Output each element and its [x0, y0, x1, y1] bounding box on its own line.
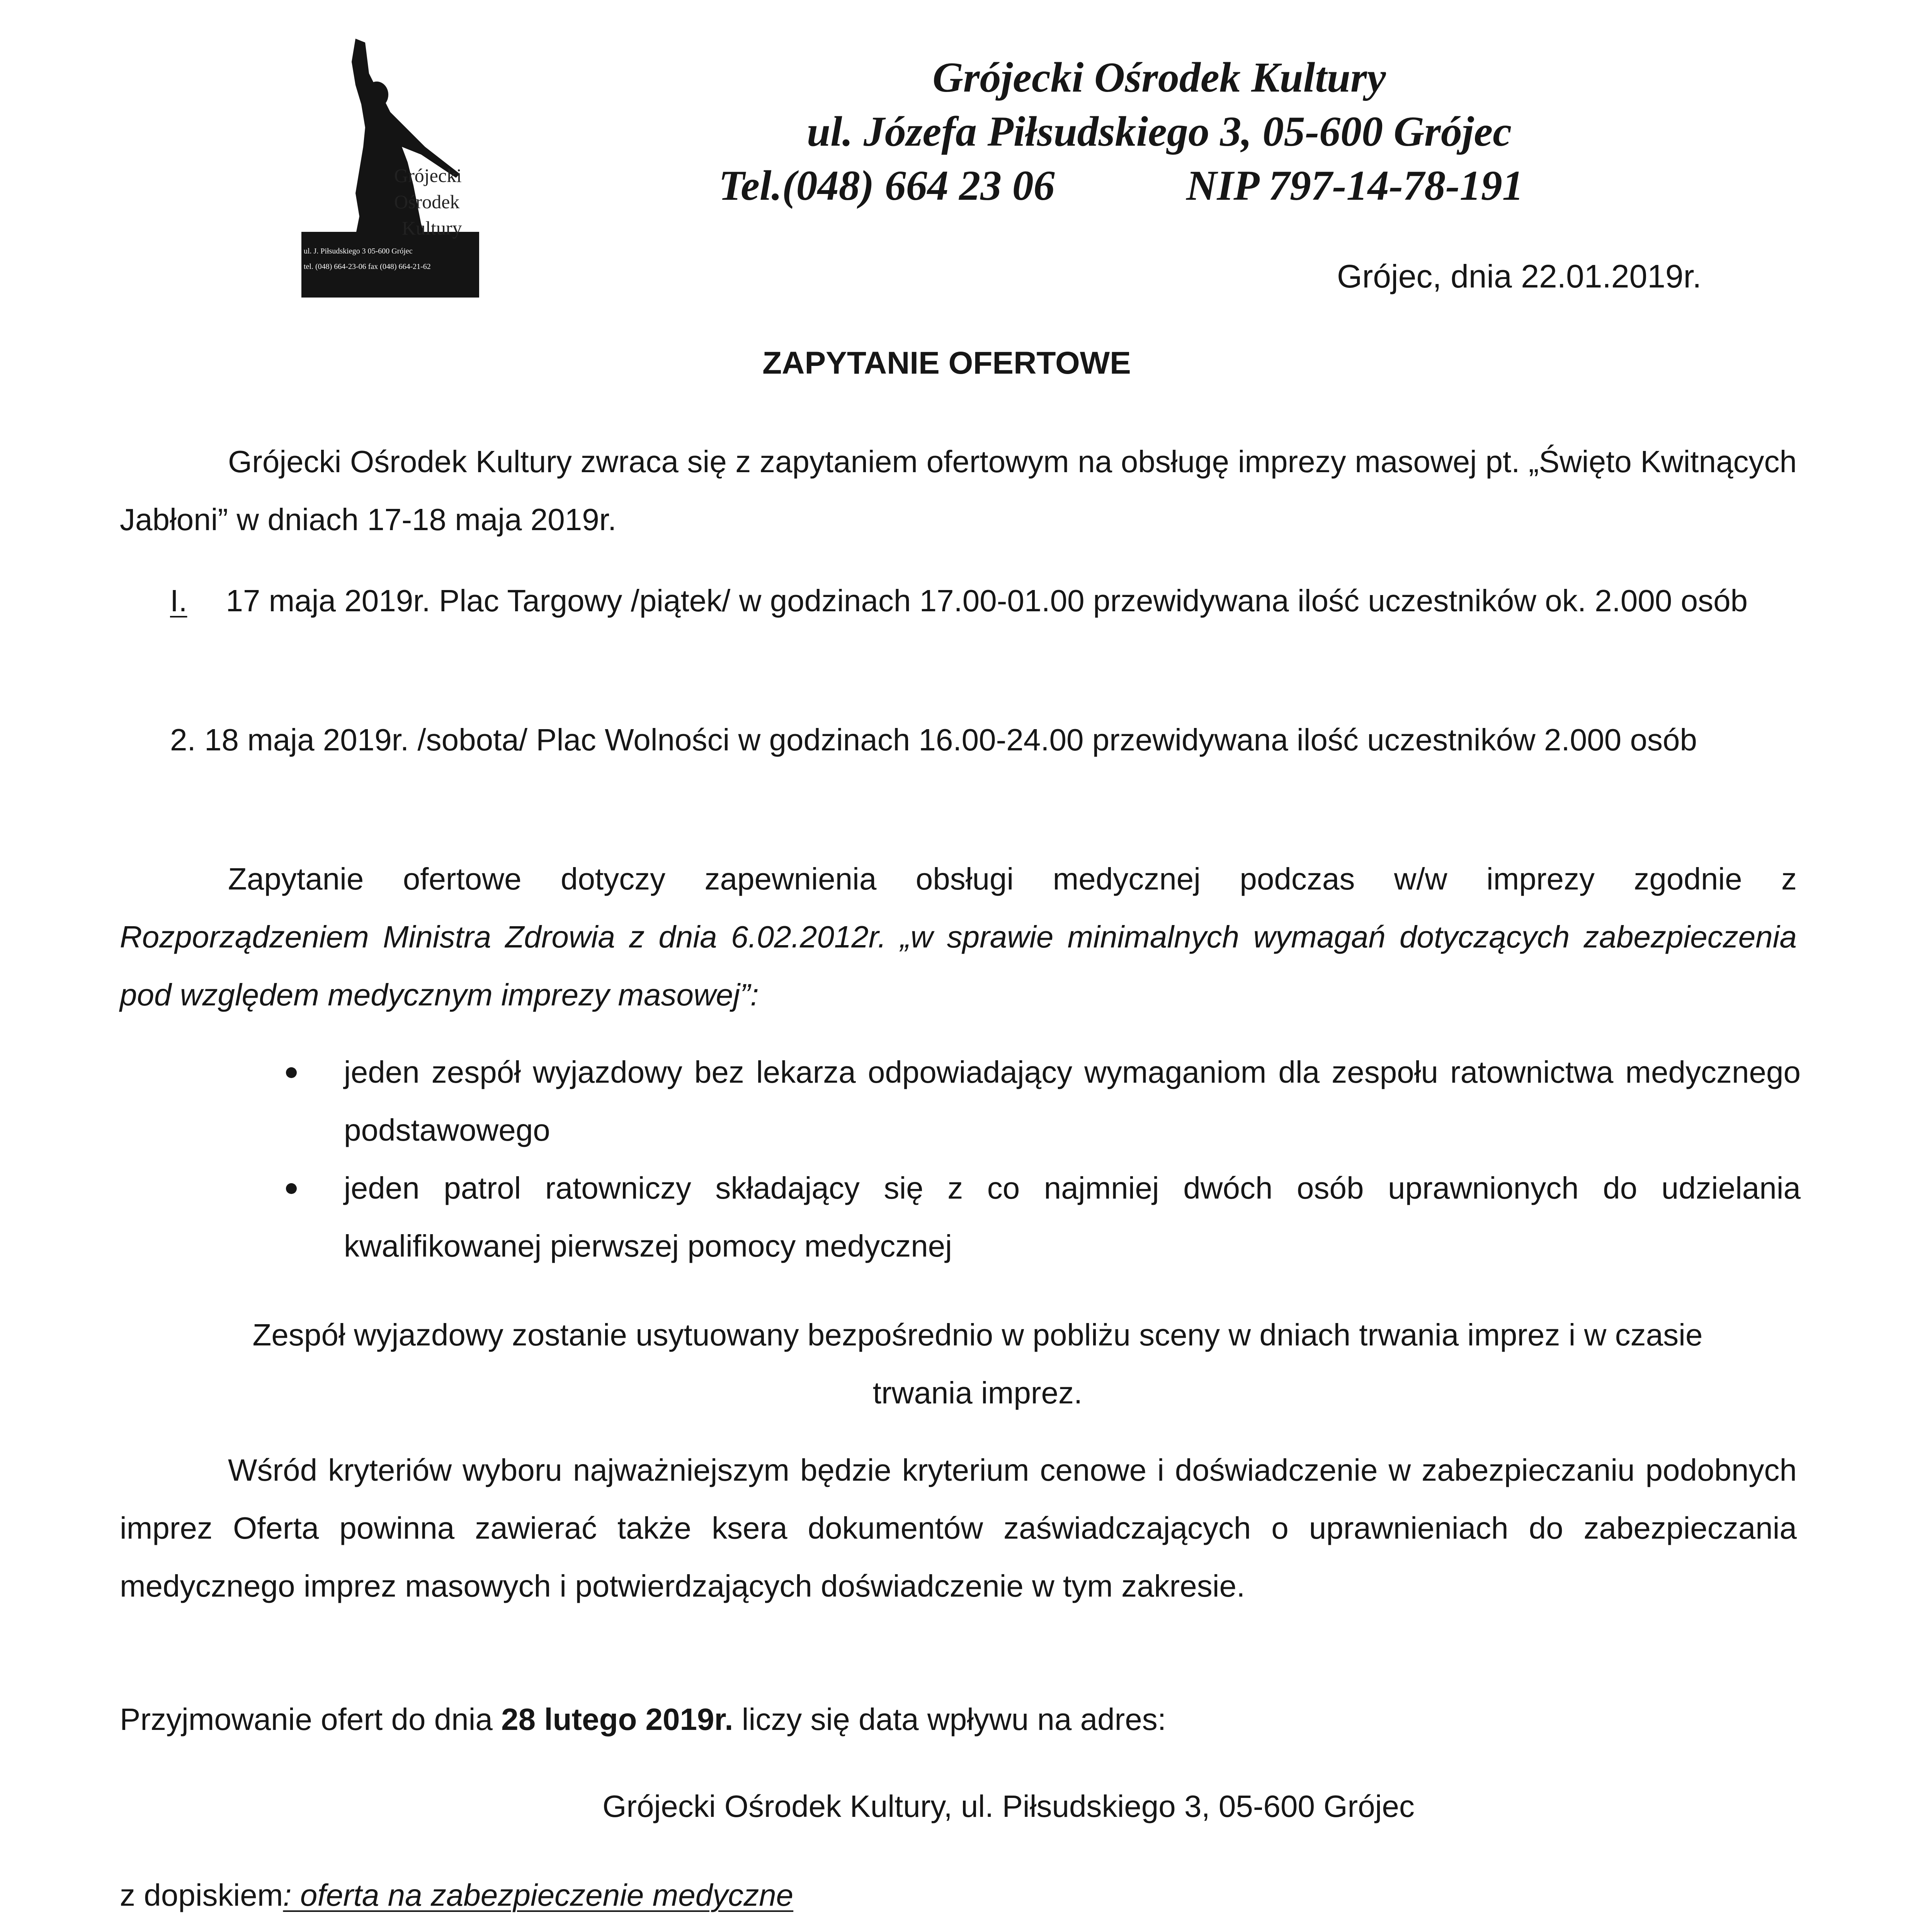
- bullet-item: [286, 1043, 1801, 1159]
- bullet-text: jeden zespół wyjazdowy bez lekarza odpowiadający wymaganiom dla zespołu ratownictwa medycznego podstawowego: [344, 1055, 1801, 1147]
- item-1-number: I.: [170, 583, 187, 618]
- note-text: : oferta na zabezpieczenie medyczne: [283, 1878, 794, 1912]
- item-2-text: 2. 18 maja 2019r. /sobota/ Plac Wolności w godzinach 16.00-24.00 przewidywana ilość uczestników 2.000 osób: [170, 723, 1697, 757]
- scope-lead: Zapytanie ofertowe dotyczy zapewnienia obsługi medycznej podczas w/w imprezy zgodnie z: [228, 862, 1797, 896]
- header-address: ul. Józefa Piłsudskiego 3, 05-600 Grójec: [806, 108, 1512, 155]
- document-title: ZAPYTANIE OFERTOWE: [762, 345, 1131, 381]
- document-date: Grójec, dnia 22.01.2019r.: [1337, 258, 1702, 294]
- deadline-post: liczy się data wpływu na adres:: [733, 1702, 1166, 1736]
- header-tel: Tel.(048) 664 23 06: [719, 162, 1055, 209]
- bullet-item: [286, 1159, 1801, 1275]
- requirements-list: [286, 1043, 1801, 1275]
- logo-line-2: Ośrodek: [394, 191, 460, 213]
- scope-regulation: Rozporządzeniem Ministra Zdrowia z dnia 6.02.2012r. „w sprawie minimalnych wymagań dotyczących zabezpieczenia pod względem medycznym imprezy masowej”:: [120, 920, 1797, 1012]
- intro-text: Grójecki Ośrodek Kultury zwraca się z zapytaniem ofertowym na obsługę imprezy masowej pt. „Święto Kwitnących Jabłoni” w dniach 17-18 maja 2019r.: [120, 444, 1797, 537]
- logo-tel-line: tel. (048) 664-23-06 fax (048) 664-21-62: [304, 262, 431, 271]
- item-1: [120, 572, 1797, 630]
- submission-address: Grójecki Ośrodek Kultury, ul. Piłsudskiego 3, 05-600 Grójec: [602, 1789, 1415, 1823]
- team-paragraph: Zespół wyjazdowy zostanie usytuowany bezpośrednio w pobliżu sceny w dniach trwania imprez i w czasie trwania imprez.: [252, 1318, 1703, 1410]
- header-nip: NIP 797-14-78-191: [1186, 162, 1524, 209]
- bullet-text: jeden patrol ratowniczy składający się z co najmniej dwóch osób uprawnionych do udzielania kwalifikowanej pierwszej pomocy medycznej: [344, 1171, 1801, 1263]
- intro-paragraph: [120, 433, 1797, 549]
- deadline-date: 28 lutego 2019r.: [501, 1702, 733, 1736]
- logo-address-line: ul. J. Piłsudskiego 3 05-600 Grójec: [304, 247, 413, 255]
- logo: [298, 31, 483, 301]
- scope-paragraph: [120, 850, 1797, 1024]
- criteria-paragraph: [120, 1441, 1797, 1615]
- logo-address: [304, 243, 478, 274]
- note-pre: z dopiskiem: [120, 1878, 283, 1912]
- logo-line-3: Kultury: [402, 217, 462, 239]
- bullet-icon: [286, 1183, 297, 1194]
- note-line: [120, 1866, 793, 1924]
- item-1-text: 17 maja 2019r. Plac Targowy /piątek/ w godzinach 17.00-01.00 przewidywana ilość uczestników ok. 2.000 osób: [226, 583, 1748, 618]
- criteria-text: Wśród kryteriów wyboru najważniejszym będzie kryterium cenowe i doświadczenie w zabezpieczaniu podobnych imprez Oferta powinna zawierać także ksera dokumentów zaświadczających o uprawnieniach do zabezpieczania medycznego imprez masowych i potwierdzających doświadczenie w tym zakresie.: [120, 1453, 1797, 1603]
- item-2: [120, 711, 1797, 769]
- logo-text: [394, 162, 483, 241]
- deadline-line: [120, 1690, 1166, 1748]
- logo-line-1: Grójecki: [394, 165, 462, 186]
- deadline-pre: Przyjmowanie ofert do dnia: [120, 1702, 502, 1736]
- bullet-icon: [286, 1067, 297, 1078]
- header-org: Grójecki Ośrodek Kultury: [932, 54, 1386, 101]
